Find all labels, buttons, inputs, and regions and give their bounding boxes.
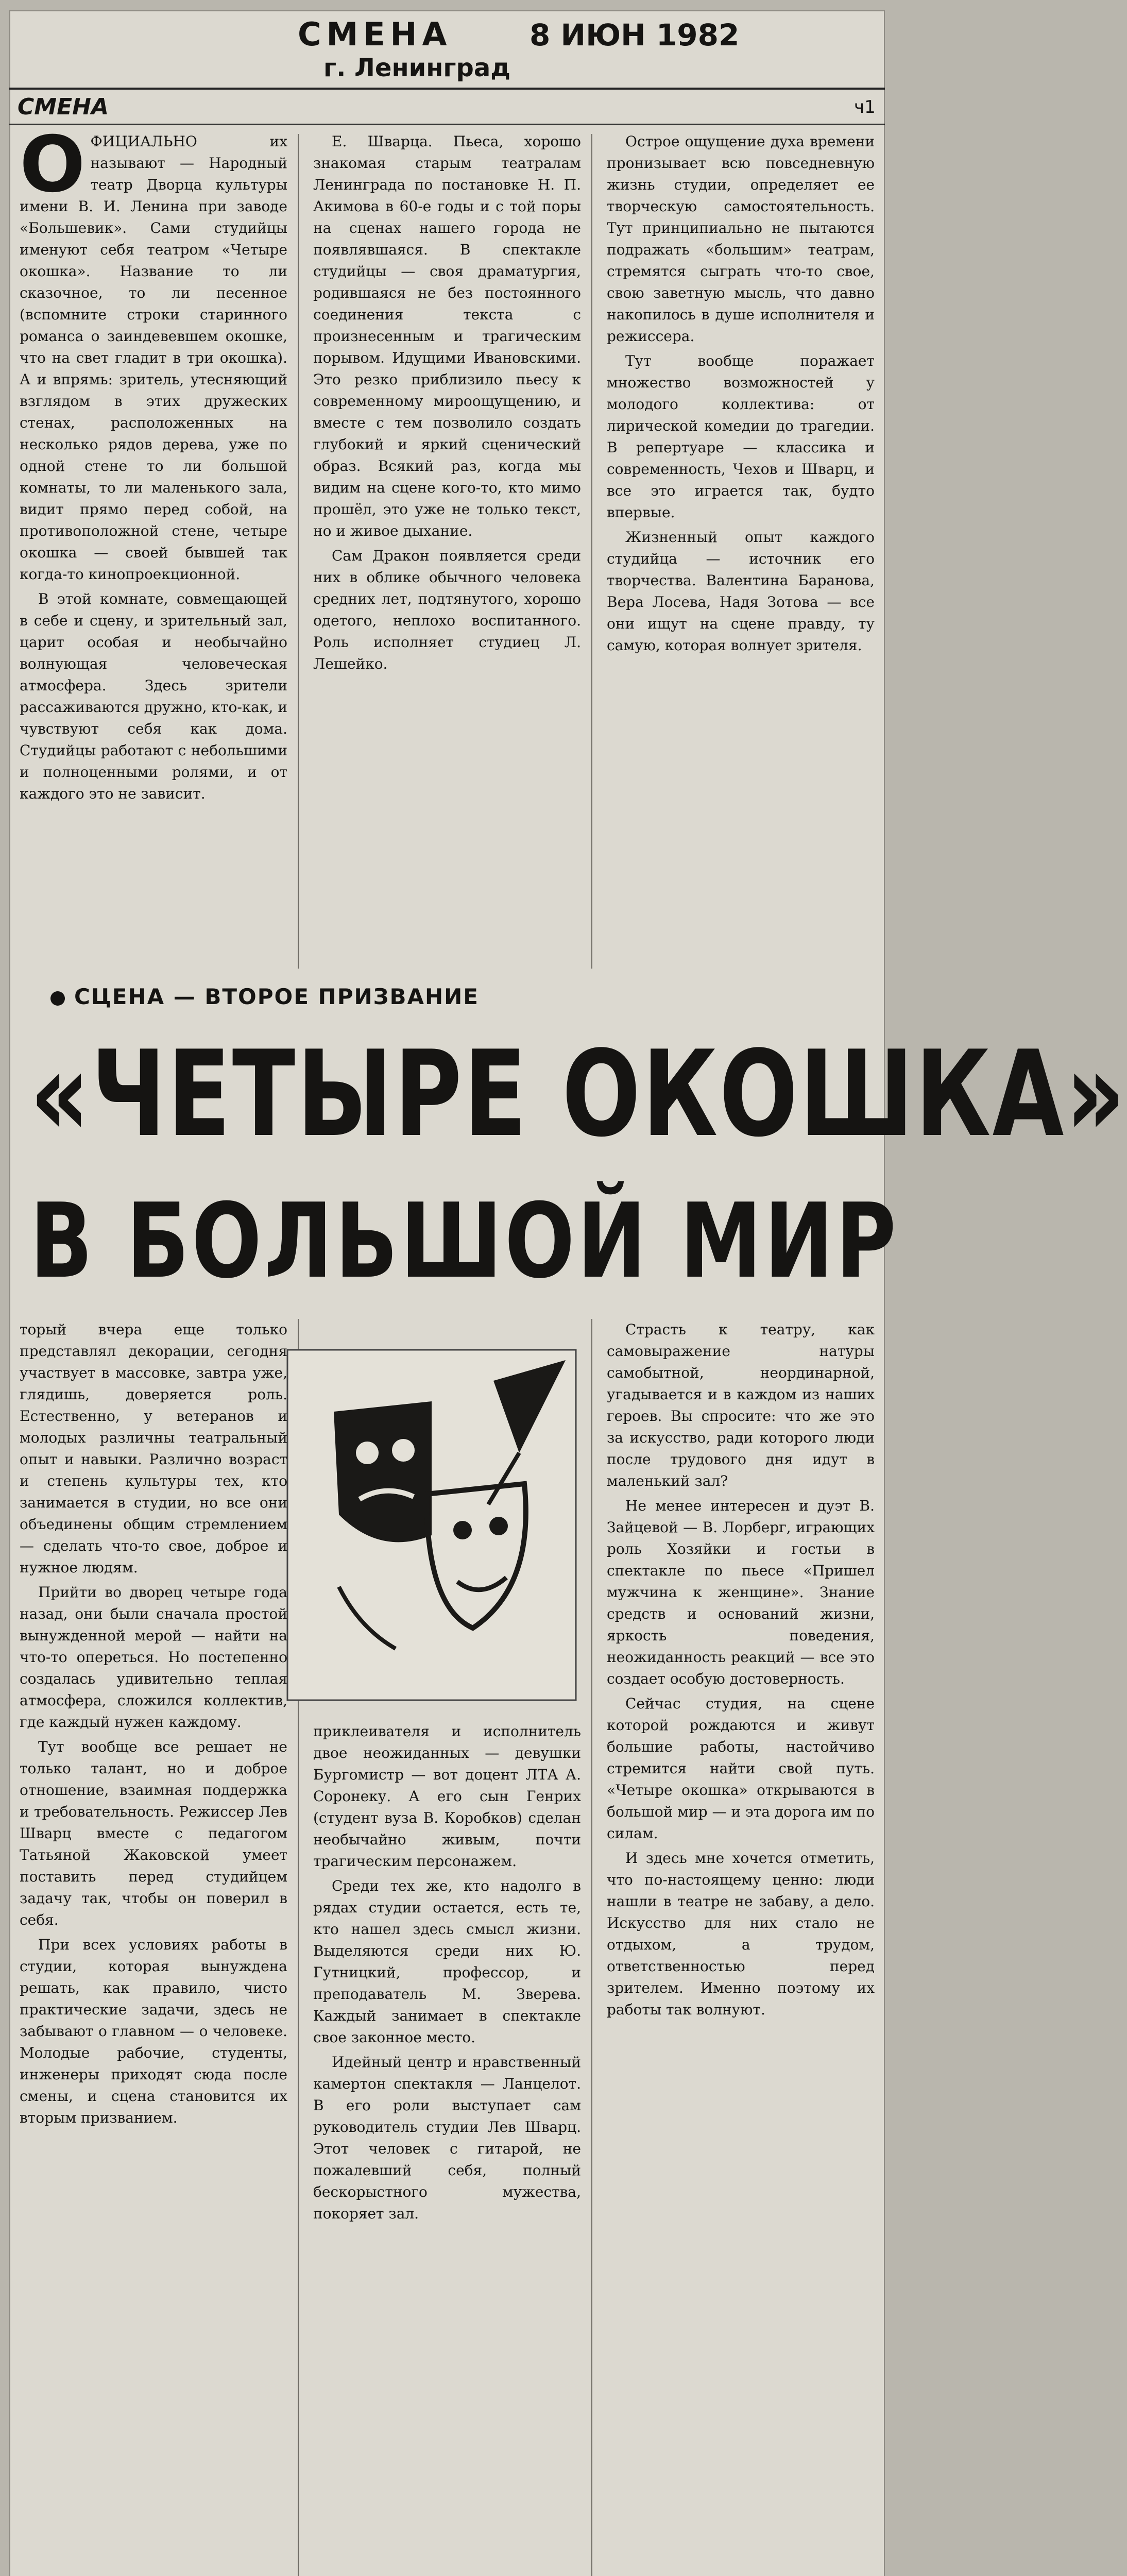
paragraph: В этой комнате, совмещающей в себе и сцену, и зрительный зал, царит особая и необычайно волнующая человеческая атмосфера. Здесь зрители рассаживаются дружно, кто-как, и чувствуют себя как дома. Студийцы работают с небольшими и полноценными ролями, и от каждого это не зависит. xyxy=(20,590,287,802)
paragraph: Жизненный опыт каждого студийца — источник его творчества. Валентина Баранова, Вера Лосева, Надя Зотова — все они ищут на сцене правду, ту самую, которая волнует зрителя. xyxy=(607,529,875,654)
paragraph: приклеивателя и исполнитель двое неожиданных — девушки Бургомистр — вот доцент ЛТА А. Соронеку. А его сын Генрих (студент вуза В. Коробков) сделан необычайно живым, почти трагическим персонажем. xyxy=(313,1723,581,1870)
section-band xyxy=(9,88,885,125)
bullet-icon xyxy=(50,991,65,1006)
column-1 xyxy=(20,120,287,976)
paragraph: ОФИЦИАЛЬНО их называют — Народный театр Дворца культуры имени В. И. Ленина при заводе «Большевик». Сами студийцы именуют себя театром «Четыре окошка». Название то ли сказочное, то ли песенное (вспомните строки старинного романса о заиндевевшем окошке, что на свет гладит в три окошка). А и впрямь: зритель, утесняющий взглядом в этих дружеских стенах, расположенных на несколько рядов дерева, уже по одной стене то ли большой комнаты, то ли маленького зала, видит прямо перед собой, на противоположной стене, четыре окошка — своей бывшей так когда-то кинопроекционной. xyxy=(20,120,287,583)
column-3 xyxy=(607,131,875,976)
paragraph: Тут вообще все решает не только талант, но и доброе отношение, взаимная поддержка и требовательность. Режиссер Лев Шварц вместе с педагогом Татьяной Жаковской умеет поставить перед студийцем задачу так, чтобы он поверил в себя. xyxy=(20,1738,287,1928)
paragraph: Тут вообще поражает множество возможностей у молодого коллектива: от лирической комедии до трагедии. В репертуаре — классика и современность, Чехов и Шварц, и все это играется так, будто впервые. xyxy=(607,352,875,521)
rubric xyxy=(50,984,669,1015)
column-1 xyxy=(20,1319,287,2576)
paragraph: Сейчас студия, на сцене которой рождаются и живут большие работы, настойчиво стремится найти свой путь. «Четыре окошка» открываются в большой мир — и эта дорога им по силам. xyxy=(607,1695,875,1842)
section-band-label: СМЕНА xyxy=(18,94,109,120)
date-stamp: 8 ИЮН 1982 xyxy=(530,18,740,53)
paragraph: Прийти во дворец четыре года назад, они были сначала простой вынужденной мерой — найти на что-то опереться. Но постепенно создалась удивительно теплая атмосфера, сложился коллектив, где каждый нужен каждому. xyxy=(20,1584,287,1731)
paragraph: Сам Дракон появляется среди них в облике обычного человека средних лет, подтянутого, хорошо одетого, неплохо воспитанного. Роль исполняет студиец Л. Лешейко. xyxy=(313,547,581,672)
bottom-columns xyxy=(20,1319,875,2576)
drop-cap: О xyxy=(20,120,86,210)
page-number: ч1 xyxy=(854,97,876,117)
paragraph: Среди тех же, кто надолго в рядах студии остается, есть те, кто нашел здесь смысл жизни. Выделяются среди них Ю. Гутницкий, профессор, и преподаватель М. Зверева. Каждый занимает в спектакле свое законное место. xyxy=(313,1877,581,2046)
newspaper-clipping xyxy=(9,10,1127,2576)
masthead xyxy=(9,10,885,117)
paragraph: торый вчера еще только представлял декорации, сегодня участвует в массовке, завтра уже, глядишь, доверяется роль. Естественно, у ветеранов и молодых различны театральный опыт и навыки. Различно возраст и степень культуры тех, кто занимается в студии, но все они объединены общим стремлением — сделать что-то свое, доброе и нужное людям. xyxy=(20,1321,287,1576)
paragraph: При всех условиях работы в студии, которая вынуждена решать, как правило, чисто практические задачи, здесь не забывают о главном — о человеке. Молодые рабочие, студенты, инженеры приходят сюда после смены, и сцена становится их вторым призванием. xyxy=(20,1936,287,2126)
headline-line-1: «ЧЕТЫРЕ ОКОШКА» xyxy=(30,1026,1127,1163)
column-2 xyxy=(313,131,581,976)
paragraph: Идейный центр и нравственный камертон спектакля — Ланцелот. В его роли выступает сам руководитель студии Лев Шварц. Этот человек с гитарой, не пожалевший себя, полный бескорыстного мужества, покоряет зал. xyxy=(313,2054,581,2222)
paragraph: И здесь мне хочется отметить, что по-настоящему ценно: люди нашли в театре не забаву, а дело. Искусство для них стало не отдыхом, а трудом, ответственностью перед зрителем. Именно поэтому их работы так волнуют. xyxy=(607,1850,875,2018)
top-columns xyxy=(20,120,875,976)
paragraph: Страсть к театру, как самовыражение натуры самобытной, неординарной, угадывается и в каждом из наших героев. Вы спросите: что же это за искусство, ради которого люди после трудового дня идут в маленький зал? xyxy=(607,1321,875,1489)
column-2 xyxy=(313,1721,581,2576)
newspaper-city: г. Ленинград xyxy=(323,54,510,82)
rubric-label: СЦЕНА — ВТОРОЕ ПРИЗВАНИЕ xyxy=(74,984,479,1009)
column-3 xyxy=(607,1319,875,2576)
paragraph: Острое ощущение духа времени пронизывает всю повседневную жизнь студии, определяет ее творческую самостоятельность. Тут принципиально не пытаются подражать «большим» театрам, стремятся сыграть что-то свое, свою заветную мысль, что давно накопилось в душе исполнителя и режиссера. xyxy=(607,133,875,345)
newspaper-name: СМЕНА xyxy=(298,15,452,53)
headline-line-2: В БОЛЬШОЙ МИР xyxy=(30,1181,899,1301)
paragraph: Е. Шварца. Пьеса, хорошо знакомая старым театралам Ленинграда по постановке Н. П. Акимова в 60-е годы и с той поры на сценах нашего города не появлявшаяся. В спектакле студийцы — своя драматургия, родившаяся не без постоянного соединения текста с произнесенным и трагическим порывом. Идущими Ивановскими. Это резко приблизило пьесу к современному мироощущению, и вместе с тем позволило создать глубокий и яркий сценический образ. Всякий раз, когда мы видим на сцене кого-то, кто мимо прошёл, это уже не только текст, но и живое дыхание. xyxy=(313,133,581,539)
paragraph: Не менее интересен и дуэт В. Зайцевой — В. Лорберг, играющих роль Хозяйки и гостьи в спектакле по пьесе «Пришел мужчина к женщине». Знание средств и оснований жизни, яркость поведения, неожиданность реакций — все это создает особую достоверность. xyxy=(607,1497,875,1687)
